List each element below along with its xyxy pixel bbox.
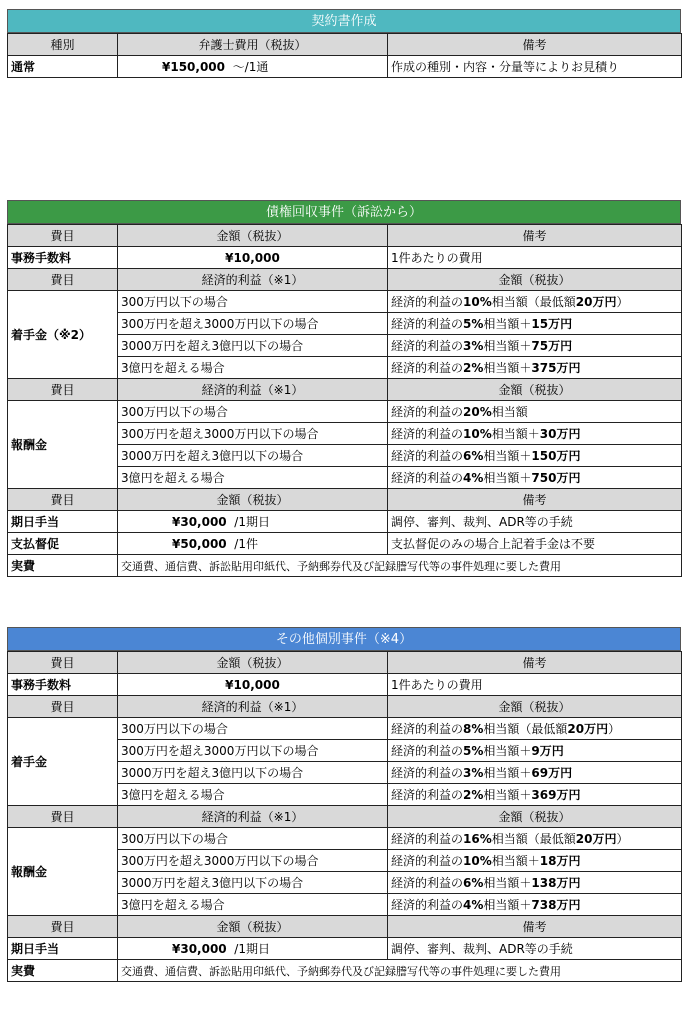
condition-cell: 3億円を超える場合: [118, 894, 388, 916]
rate-amt: 20万円: [575, 295, 617, 309]
condition-cell: 300万円を超え3000万円以下の場合: [118, 423, 388, 445]
fee-row: [8, 291, 682, 313]
note-cell: 調停、審判、裁判、ADR等の手続: [388, 511, 682, 533]
daily-allowance-row: [8, 938, 682, 960]
rate-cell: [388, 445, 682, 467]
rate-mid: 相当額＋: [483, 898, 532, 912]
rate-amt: 75万円: [531, 339, 573, 353]
rate-pct: 5%: [463, 744, 484, 758]
rate-pct: 5%: [463, 317, 484, 331]
row-label: 事務手数料: [8, 674, 118, 696]
header-cell: 費目: [8, 652, 118, 674]
row-label: 着手金（※2）: [8, 291, 118, 379]
rate-pct: 8%: [463, 722, 484, 736]
rate-amt: 138万円: [531, 876, 581, 890]
rate-pre: 経済的利益の: [391, 427, 464, 441]
header-cell: 金額（税抜）: [118, 652, 388, 674]
rate-amt: 15万円: [531, 317, 573, 331]
condition-cell: 300万円以下の場合: [118, 291, 388, 313]
rate-pct: 2%: [463, 788, 484, 802]
header-cell: 金額（税抜）: [118, 225, 388, 247]
header-cell: 費目: [8, 225, 118, 247]
amount-value: ¥10,000: [118, 247, 388, 269]
rate-mid: 相当額＋: [483, 788, 532, 802]
rate-pre: 経済的利益の: [391, 832, 464, 846]
rate-pre: 経済的利益の: [391, 854, 464, 868]
condition-cell: 3億円を超える場合: [118, 467, 388, 489]
rate-amt: 69万円: [531, 766, 573, 780]
rate-cell: [388, 762, 682, 784]
header-cell: 経済的利益（※1）: [118, 269, 388, 291]
note-cell: 支払督促のみの場合上記着手金は不要: [388, 533, 682, 555]
rate-pre: 経済的利益の: [391, 449, 464, 463]
rate-amt: 18万円: [539, 854, 581, 868]
rate-post: ）: [616, 832, 629, 846]
contract-table: [7, 33, 682, 78]
debt-title: 債権回収事件（訴訟から）: [7, 200, 681, 224]
rate-mid: 相当額＋: [483, 449, 532, 463]
rate-pct: 20%: [463, 405, 492, 419]
rate-pre: 経済的利益の: [391, 898, 464, 912]
amount-unit: 〜/1通: [232, 60, 269, 74]
rate-pre: 経済的利益の: [391, 471, 464, 485]
rate-pre: 経済的利益の: [391, 361, 464, 375]
rate-post: ）: [616, 295, 629, 309]
header-cell: 金額（税抜）: [118, 489, 388, 511]
rate-pre: 経済的利益の: [391, 405, 464, 419]
row-label: 着手金: [8, 718, 118, 806]
rate-pre: 経済的利益の: [391, 295, 464, 309]
rate-pre: 経済的利益の: [391, 876, 464, 890]
note-cell: 1件あたりの費用: [388, 674, 682, 696]
header-cell: 弁護士費用（税抜）: [118, 34, 388, 56]
contract-normal-row: [8, 56, 682, 78]
header-cell: 金額（税抜）: [388, 379, 682, 401]
header-cell: 金額（税抜）: [388, 696, 682, 718]
header-cell: 経済的利益（※1）: [118, 696, 388, 718]
rate-amt: 30万円: [539, 427, 581, 441]
amount-value: ¥30,000: [172, 515, 227, 529]
header-cell: 経済的利益（※1）: [118, 379, 388, 401]
condition-cell: 300万円を超え3000万円以下の場合: [118, 740, 388, 762]
fee-row: [8, 401, 682, 423]
rate-cell: [388, 718, 682, 740]
rate-amt: 738万円: [531, 898, 581, 912]
expenses-row: [8, 555, 682, 577]
rate-mid: 相当額（最低額: [491, 295, 576, 309]
amount-cell: [118, 533, 388, 555]
rate-amt: 750万円: [531, 471, 581, 485]
rate-pct: 4%: [463, 471, 484, 485]
header-cell: 金額（税抜）: [388, 806, 682, 828]
office-fee-row: [8, 674, 682, 696]
note-cell: 作成の種別・内容・分量等によりお見積り: [388, 56, 682, 78]
payment-order-row: [8, 533, 682, 555]
header-row: [8, 696, 682, 718]
rate-pct: 6%: [463, 449, 484, 463]
header-cell: 費目: [8, 806, 118, 828]
row-label: 事務手数料: [8, 247, 118, 269]
header-cell: 費目: [8, 916, 118, 938]
header-cell: 備考: [388, 225, 682, 247]
rate-cell: [388, 467, 682, 489]
amount-cell: [118, 511, 388, 533]
row-label: 報酬金: [8, 401, 118, 489]
rate-pct: 10%: [463, 427, 492, 441]
rate-cell: [388, 335, 682, 357]
amount-value: ¥30,000: [172, 942, 227, 956]
header-row: [8, 379, 682, 401]
rate-pct: 3%: [463, 766, 484, 780]
rate-pct: 3%: [463, 339, 484, 353]
rate-cell: [388, 894, 682, 916]
amount-cell: [118, 938, 388, 960]
rate-pre: 経済的利益の: [391, 317, 464, 331]
condition-cell: 300万円を超え3000万円以下の場合: [118, 313, 388, 335]
note-cell: 1件あたりの費用: [388, 247, 682, 269]
rate-amt: 369万円: [531, 788, 581, 802]
rate-cell: [388, 401, 682, 423]
rate-cell: [388, 423, 682, 445]
condition-cell: 3億円を超える場合: [118, 357, 388, 379]
rate-mid: 相当額＋: [483, 744, 532, 758]
amount-unit: /1期日: [234, 942, 270, 956]
condition-cell: 300万円以下の場合: [118, 401, 388, 423]
rate-mid: 相当額: [491, 405, 528, 419]
header-cell: 金額（税抜）: [118, 916, 388, 938]
rate-pct: 10%: [463, 854, 492, 868]
row-label: 実費: [8, 960, 118, 982]
amount-cell: [118, 56, 388, 78]
rate-pct: 10%: [463, 295, 492, 309]
header-row: [8, 489, 682, 511]
rate-cell: [388, 784, 682, 806]
header-row: [8, 806, 682, 828]
header-cell: 費目: [8, 489, 118, 511]
condition-cell: 3000万円を超え3億円以下の場合: [118, 445, 388, 467]
rate-pct: 16%: [463, 832, 492, 846]
rate-pre: 経済的利益の: [391, 788, 464, 802]
rate-amt: 150万円: [531, 449, 581, 463]
rate-amt: 20万円: [575, 832, 617, 846]
row-label: 期日手当: [8, 511, 118, 533]
debt-section: [7, 200, 681, 577]
header-cell: 備考: [388, 916, 682, 938]
condition-cell: 3000万円を超え3億円以下の場合: [118, 872, 388, 894]
row-label: 期日手当: [8, 938, 118, 960]
header-row: [8, 652, 682, 674]
expenses-row: [8, 960, 682, 982]
contract-section: [7, 9, 681, 78]
header-cell: 備考: [388, 652, 682, 674]
condition-cell: 300万円を超え3000万円以下の場合: [118, 850, 388, 872]
rate-cell: [388, 291, 682, 313]
debt-table: [7, 224, 682, 577]
header-row: [8, 269, 682, 291]
other-section: [7, 627, 681, 982]
rate-pre: 経済的利益の: [391, 744, 464, 758]
header-cell: 備考: [388, 34, 682, 56]
amount-value: ¥10,000: [118, 674, 388, 696]
rate-cell: [388, 740, 682, 762]
rate-amt: 375万円: [531, 361, 581, 375]
row-label: 通常: [8, 56, 118, 78]
rate-pre: 経済的利益の: [391, 766, 464, 780]
rate-mid: 相当額＋: [483, 471, 532, 485]
other-title: その他個別事件（※4）: [7, 627, 681, 651]
rate-mid: 相当額＋: [483, 876, 532, 890]
row-label: 報酬金: [8, 828, 118, 916]
contract-header-row: [8, 34, 682, 56]
amount-value: ¥150,000: [162, 60, 226, 74]
condition-cell: 3000万円を超え3億円以下の場合: [118, 762, 388, 784]
rate-pre: 経済的利益の: [391, 339, 464, 353]
rate-mid: 相当額＋: [483, 317, 532, 331]
header-cell: 経済的利益（※1）: [118, 806, 388, 828]
rate-pct: 2%: [463, 361, 484, 375]
rate-pre: 経済的利益の: [391, 722, 464, 736]
rate-amt: 20万円: [567, 722, 609, 736]
note-cell: 交通費、通信費、訴訟貼用印紙代、予納郵券代及び記録謄写代等の事件処理に要した費用: [118, 555, 682, 577]
rate-post: ）: [608, 722, 621, 736]
condition-cell: 3000万円を超え3億円以下の場合: [118, 335, 388, 357]
rate-pct: 4%: [463, 898, 484, 912]
header-cell: 種別: [8, 34, 118, 56]
rate-cell: [388, 313, 682, 335]
header-cell: 費目: [8, 269, 118, 291]
fee-row: [8, 718, 682, 740]
rate-mid: 相当額＋: [483, 339, 532, 353]
rate-mid: 相当額（最低額: [491, 832, 576, 846]
rate-cell: [388, 828, 682, 850]
rate-mid: 相当額（最低額: [483, 722, 568, 736]
amount-unit: /1期日: [234, 515, 270, 529]
note-cell: 調停、審判、裁判、ADR等の手続: [388, 938, 682, 960]
condition-cell: 300万円以下の場合: [118, 718, 388, 740]
condition-cell: 3億円を超える場合: [118, 784, 388, 806]
row-label: 実費: [8, 555, 118, 577]
header-cell: 金額（税抜）: [388, 269, 682, 291]
note-cell: 交通費、通信費、訴訟貼用印紙代、予納郵券代及び記録謄写代等の事件処理に要した費用: [118, 960, 682, 982]
rate-cell: [388, 850, 682, 872]
header-cell: 費目: [8, 696, 118, 718]
contract-title: 契約書作成: [7, 9, 681, 33]
condition-cell: 300万円以下の場合: [118, 828, 388, 850]
rate-pct: 6%: [463, 876, 484, 890]
header-row: [8, 225, 682, 247]
amount-unit: /1件: [234, 537, 258, 551]
row-label: 支払督促: [8, 533, 118, 555]
header-cell: 備考: [388, 489, 682, 511]
rate-cell: [388, 872, 682, 894]
rate-mid: 相当額＋: [491, 854, 540, 868]
fee-row: [8, 828, 682, 850]
daily-allowance-row: [8, 511, 682, 533]
office-fee-row: [8, 247, 682, 269]
header-cell: 費目: [8, 379, 118, 401]
header-row: [8, 916, 682, 938]
rate-mid: 相当額＋: [491, 427, 540, 441]
rate-cell: [388, 357, 682, 379]
rate-mid: 相当額＋: [483, 361, 532, 375]
amount-value: ¥50,000: [172, 537, 227, 551]
rate-mid: 相当額＋: [483, 766, 532, 780]
rate-amt: 9万円: [531, 744, 564, 758]
other-table: [7, 651, 682, 982]
